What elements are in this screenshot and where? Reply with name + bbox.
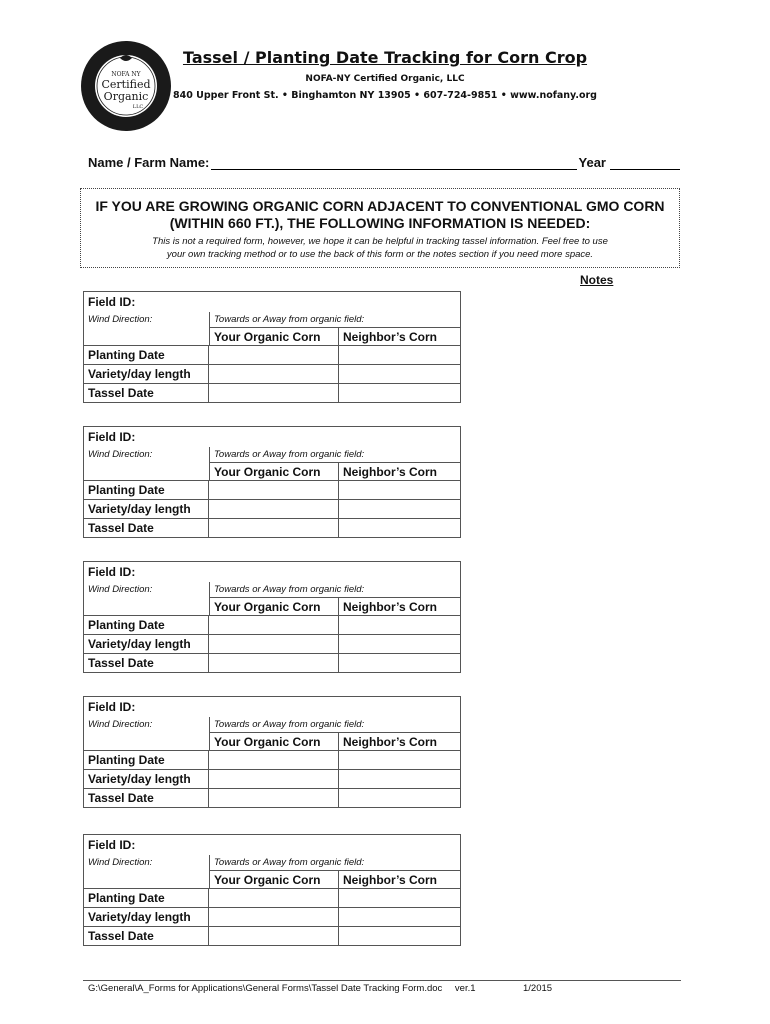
wind-direction-label: Wind Direction:	[88, 449, 153, 460]
gmo-notice-box	[80, 188, 680, 268]
variety-label: Variety/day length	[84, 908, 209, 926]
organic-variety-cell[interactable]	[209, 365, 339, 383]
svg-text:NOFA NY: NOFA NY	[111, 71, 141, 78]
organization-name: NOFA-NY Certified Organic, LLC	[305, 74, 465, 84]
organic-corn-header: Your Organic Corn	[209, 870, 339, 888]
neighbor-planting-date-cell[interactable]	[339, 889, 460, 907]
neighbor-variety-cell[interactable]	[339, 770, 460, 788]
neighbor-corn-header: Neighbor’s Corn	[339, 462, 460, 480]
svg-text:Organic: Organic	[103, 90, 149, 103]
footer	[88, 983, 553, 994]
wind-direction-label: Wind Direction:	[88, 857, 153, 868]
name-year-row	[88, 155, 680, 170]
year-input-line[interactable]	[610, 155, 680, 170]
footer-date: 1/2015	[523, 983, 553, 994]
field-table	[83, 426, 461, 538]
neighbor-tassel-date-cell[interactable]	[339, 654, 460, 672]
organic-corn-header: Your Organic Corn	[209, 462, 339, 480]
organic-tassel-date-cell[interactable]	[209, 927, 339, 945]
footer-version: ver.1	[454, 983, 476, 994]
field-table	[83, 834, 461, 946]
planting-date-label: Planting Date	[84, 616, 209, 634]
neighbor-corn-header: Neighbor’s Corn	[339, 732, 460, 750]
notice-heading-line2: (WITHIN 660 FT.), THE FOLLOWING INFORMATION IS NEEDED:	[169, 215, 591, 231]
organic-variety-cell[interactable]	[209, 770, 339, 788]
nofa-ny-certified-organic-seal-logo	[80, 40, 172, 132]
variety-label: Variety/day length	[84, 770, 209, 788]
toward-away-label: Towards or Away from organic field:	[209, 855, 459, 870]
organic-variety-cell[interactable]	[209, 908, 339, 926]
svg-text:LLC: LLC	[132, 104, 144, 110]
footer-divider	[83, 980, 681, 981]
variety-label: Variety/day length	[84, 365, 209, 383]
field-table	[83, 561, 461, 673]
organic-tassel-date-cell[interactable]	[209, 384, 339, 402]
organic-planting-date-cell[interactable]	[209, 481, 339, 499]
year-label: Year	[578, 155, 606, 170]
toward-away-label: Towards or Away from organic field:	[209, 582, 459, 597]
notice-note-line1: This is not a required form, however, we hope it can be helpful in tracking tassel information. Feel free to use	[152, 236, 608, 247]
field-id-label: Field ID:	[88, 565, 136, 579]
notes-label: Notes	[580, 273, 614, 287]
neighbor-planting-date-cell[interactable]	[339, 751, 460, 769]
field-id-label: Field ID:	[88, 430, 136, 444]
organic-corn-header: Your Organic Corn	[209, 732, 339, 750]
organic-tassel-date-cell[interactable]	[209, 654, 339, 672]
neighbor-corn-header: Neighbor’s Corn	[339, 597, 460, 615]
wind-direction-label: Wind Direction:	[88, 314, 153, 325]
name-farm-label: Name / Farm Name:	[88, 155, 210, 170]
organic-variety-cell[interactable]	[209, 500, 339, 518]
organic-corn-header: Your Organic Corn	[209, 597, 339, 615]
field-id-label: Field ID:	[88, 295, 136, 309]
toward-away-label: Towards or Away from organic field:	[209, 312, 459, 327]
form-title: Tassel / Planting Date Tracking for Corn Crop	[182, 48, 588, 67]
variety-label: Variety/day length	[84, 635, 209, 653]
tassel-date-label: Tassel Date	[84, 654, 209, 672]
variety-label: Variety/day length	[84, 500, 209, 518]
organic-tassel-date-cell[interactable]	[209, 519, 339, 537]
footer-file-path: G:\General\A_Forms for Applications\General Forms\Tassel Date Tracking Form.doc	[88, 983, 443, 994]
neighbor-variety-cell[interactable]	[339, 908, 460, 926]
organization-address: 840 Upper Front St. • Binghamton NY 13905 • 607-724-9851 • www.nofany.org	[173, 90, 597, 101]
wind-direction-label: Wind Direction:	[88, 719, 153, 730]
tassel-date-label: Tassel Date	[84, 789, 209, 807]
organic-planting-date-cell[interactable]	[209, 616, 339, 634]
neighbor-tassel-date-cell[interactable]	[339, 384, 460, 402]
toward-away-label: Towards or Away from organic field:	[209, 717, 459, 732]
planting-date-label: Planting Date	[84, 346, 209, 364]
organic-planting-date-cell[interactable]	[209, 346, 339, 364]
organic-tassel-date-cell[interactable]	[209, 789, 339, 807]
notice-note-line2: your own tracking method or to use the back of this form or the notes section if you need more space.	[166, 249, 594, 260]
organic-variety-cell[interactable]	[209, 635, 339, 653]
field-table	[83, 291, 461, 403]
neighbor-tassel-date-cell[interactable]	[339, 789, 460, 807]
tassel-date-label: Tassel Date	[84, 519, 209, 537]
notice-heading-line1: IF YOU ARE GROWING ORGANIC CORN ADJACENT TO CONVENTIONAL GMO CORN	[95, 198, 665, 214]
wind-direction-label: Wind Direction:	[88, 584, 153, 595]
neighbor-planting-date-cell[interactable]	[339, 481, 460, 499]
field-id-label: Field ID:	[88, 838, 136, 852]
tassel-date-label: Tassel Date	[84, 927, 209, 945]
neighbor-variety-cell[interactable]	[339, 635, 460, 653]
organic-corn-header: Your Organic Corn	[209, 327, 339, 345]
tassel-date-label: Tassel Date	[84, 384, 209, 402]
organic-planting-date-cell[interactable]	[209, 889, 339, 907]
neighbor-variety-cell[interactable]	[339, 500, 460, 518]
field-table	[83, 696, 461, 808]
planting-date-label: Planting Date	[84, 481, 209, 499]
neighbor-corn-header: Neighbor’s Corn	[339, 870, 460, 888]
field-id-label: Field ID:	[88, 700, 136, 714]
neighbor-planting-date-cell[interactable]	[339, 346, 460, 364]
neighbor-tassel-date-cell[interactable]	[339, 519, 460, 537]
organic-planting-date-cell[interactable]	[209, 751, 339, 769]
svg-text:Certified: Certified	[101, 78, 151, 91]
toward-away-label: Towards or Away from organic field:	[209, 447, 459, 462]
planting-date-label: Planting Date	[84, 889, 209, 907]
neighbor-tassel-date-cell[interactable]	[339, 927, 460, 945]
neighbor-corn-header: Neighbor’s Corn	[339, 327, 460, 345]
neighbor-planting-date-cell[interactable]	[339, 616, 460, 634]
name-farm-input-line[interactable]	[211, 155, 576, 170]
planting-date-label: Planting Date	[84, 751, 209, 769]
neighbor-variety-cell[interactable]	[339, 365, 460, 383]
